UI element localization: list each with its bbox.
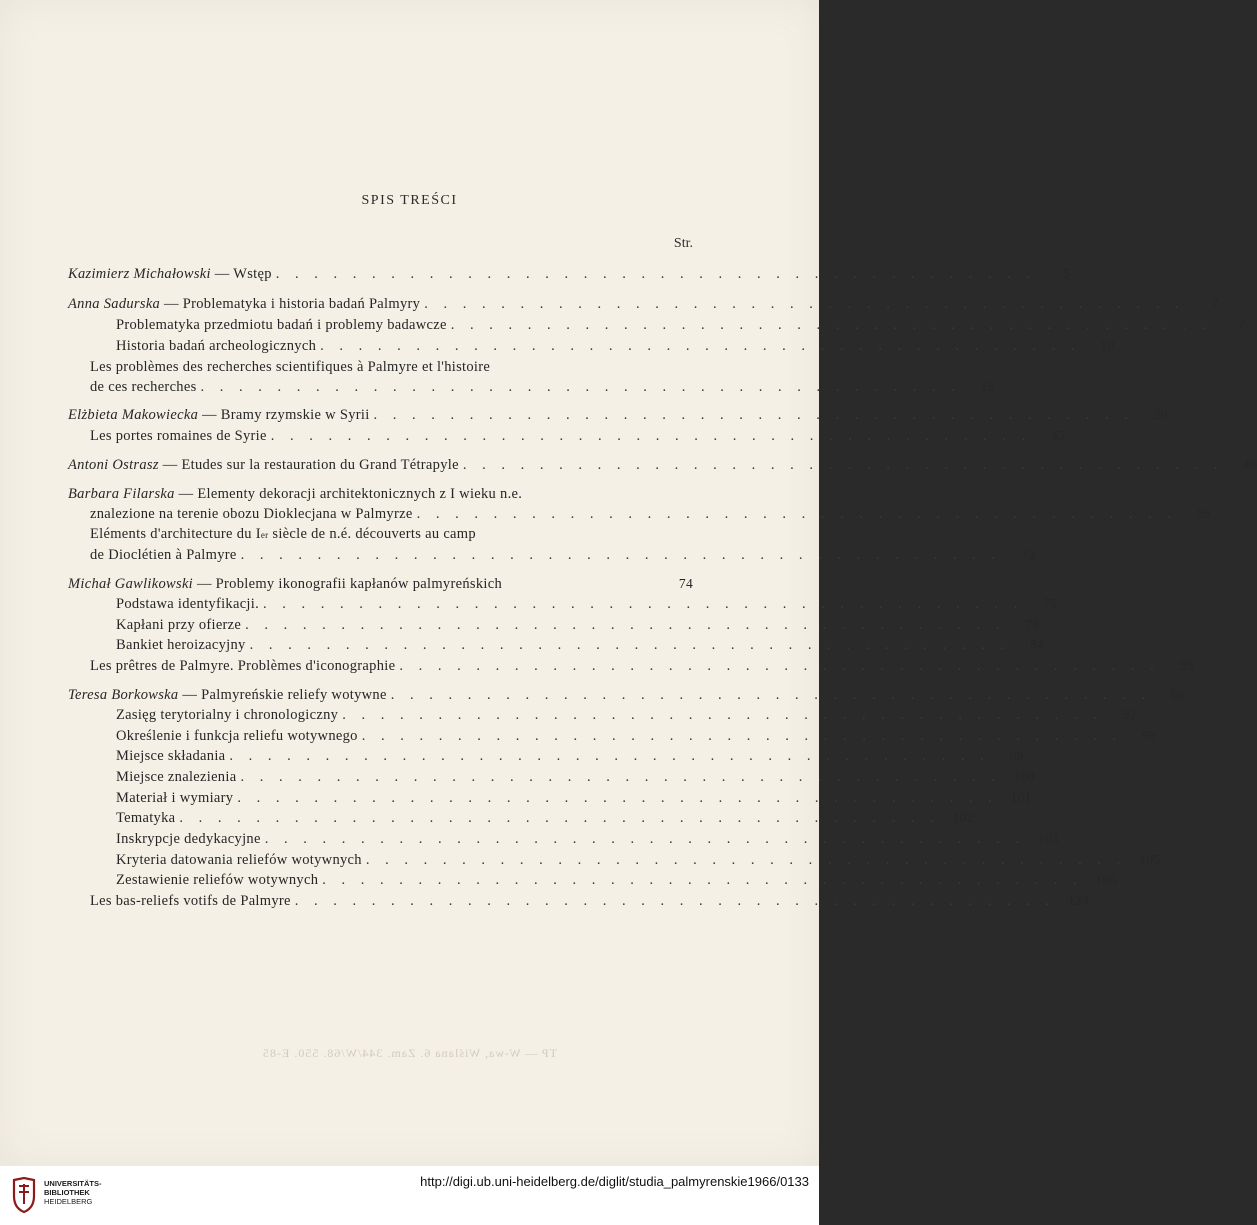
toc-entry-page-number: 7 bbox=[1238, 317, 1246, 332]
toc-entry-author: Elżbieta Makowiecka bbox=[68, 407, 199, 423]
toc-entry-author: Teresa Borkowska bbox=[68, 687, 179, 703]
toc-entry-title: Materiał i wymiary bbox=[116, 790, 234, 806]
toc-entry bbox=[68, 685, 1186, 705]
toc-entry-leader-dots: . . . . . . . . . . . . . . . . . . . . . . . . . . . . . . . . . . . . . . . . bbox=[270, 428, 1032, 444]
toc-entry-title: Tematyka bbox=[116, 810, 176, 826]
toc-entry-leader-dots: . . . . . . . . . . . . . . . . . . . . . . . . . . . . . . . . . . . . . . . . bbox=[240, 547, 1001, 563]
toc-entry-title: Problematyka przedmiotu badań i problemy badawcze bbox=[116, 317, 447, 333]
toc-entry-page-number: 99 bbox=[1141, 728, 1157, 743]
toc-entry-leader-dots: . . . . . . . . . . . . . . . . . . . . . . . . . . . . . . . . . . . . . . . . bbox=[240, 769, 1001, 785]
toc-entry-leader-dots: . . . . . . . . . . . . . . . . . . . . . . . . . . . . . . . . . . . . . . . . bbox=[249, 637, 1010, 653]
toc-entry-title: — Problematyka i historia badań Palmyry bbox=[160, 296, 421, 312]
toc-entry-leader-dots: . . . . . . . . . . . . . . . . . . . . . . . . . . . . . . . . . . . . . . . . bbox=[373, 407, 1134, 423]
toc-entry bbox=[68, 264, 1071, 284]
toc-entry bbox=[116, 870, 1117, 890]
toc-entry-title: Les bas-reliefs votifs de Palmyre bbox=[90, 893, 291, 909]
toc-entry bbox=[68, 574, 693, 594]
toc-entry-title: Bankiet heroizacyjny bbox=[116, 637, 246, 653]
toc-entry bbox=[116, 746, 1024, 766]
toc-entry-leader-dots: . . . . . . . . . . . . . . . . . . . . . . . . . . . . . . . . . . . . . . . . bbox=[342, 707, 1103, 723]
toc-entry-title: Miejsce znalezienia bbox=[116, 769, 237, 785]
toc-entry-page-number: 99 bbox=[1009, 748, 1024, 763]
toc-entry-leader-dots: . . . . . . . . . . . . . . . . . . . . . . . . . . . . . . . . . . . . . . . . bbox=[263, 596, 1024, 612]
toc-entry-leader-dots: . . . . . . . . . . . . . . . . . . . . . . . . . . . . . . . . . . . . . . . . bbox=[322, 872, 1083, 888]
toc-entry-leader-dots: . . . . . . . . . . . . . . . . . . . . . . . . . . . . . . . . . . . . . . . . bbox=[200, 379, 961, 395]
toc-entry-leader-dots: . . . . . . . . . . . . . . . . . . . . . . . . . . . . . . . . . . . . . . . . bbox=[264, 831, 1026, 847]
toc-entry-page-number: 96 bbox=[1170, 687, 1186, 702]
toc-entry-leader-dots: . . . . . . . . . . . . . . . . . . . . . . . . . . . . . . . . . . . . . . . . bbox=[416, 506, 1177, 522]
toc-entry-leader-dots: . . . . . . . . . . . . . . . . . . . . . . . . . . . . . . . . . . . . . . . . bbox=[275, 266, 1037, 282]
page-title: SPIS TREŚCI bbox=[361, 193, 458, 208]
toc-entry-leader-dots: . . . . . . . . . . . . . . . . . . . . . . . . . . . . . . . . . . . . . . . . bbox=[237, 790, 998, 806]
toc-entry-leader-dots: . . . . . . . . . . . . . . . . . . . . . . . . . . . . . . . . . . . . . . . . bbox=[229, 748, 990, 764]
toc-entry-title: Podstawa identyfikacji. bbox=[116, 596, 260, 612]
toc-entry-page-number: 7 bbox=[1211, 296, 1219, 311]
toc-entry-author: Kazimierz Michałowski bbox=[68, 266, 211, 282]
library-name bbox=[44, 1179, 102, 1206]
toc-entry-title: Określenie i funkcja reliefu wotywnego bbox=[116, 728, 358, 744]
library-name-line3: HEIDELBERG bbox=[44, 1197, 93, 1206]
toc-entry-author: Anna Sadurska bbox=[68, 296, 161, 312]
toc-entry-title: znalezione na terenie obozu Dioklecjana w Palmyrze bbox=[90, 506, 413, 522]
toc-entry-page-number: 19 bbox=[980, 379, 995, 394]
toc-entry-leader-dots: . . . . . . . . . . . . . . . . . . . . . . . . . . . . . . . . . . . . . . . . bbox=[424, 296, 1185, 312]
toc-entry-title: Miejsce składania bbox=[116, 748, 226, 764]
toc-entry-page-number: 59 bbox=[1196, 506, 1211, 521]
toc-entry-page-number: 101 bbox=[1010, 790, 1032, 805]
toc-entry-leader-dots: . . . . . . . . . . . . . . . . . . . . . . . . . . . . . . . . . . . . . . . . bbox=[361, 728, 1123, 744]
toc-entry-page-number: 100 bbox=[1013, 769, 1035, 784]
toc-entry-author: Michał Gawlikowski bbox=[68, 576, 194, 592]
toc-entry-page-number: 84 bbox=[1029, 637, 1044, 652]
toc-entry-title: Kryteria datowania reliefów wotywnych bbox=[116, 852, 362, 868]
toc-entry-title: de ces recherches bbox=[90, 379, 197, 395]
toc-entry-page-number: 105 bbox=[1139, 852, 1161, 867]
toc-entry-author: Barbara Filarska bbox=[68, 486, 175, 502]
toc-entry-title: — Bramy rzymskie w Syrii bbox=[198, 407, 370, 423]
toc-entry bbox=[68, 294, 1219, 314]
toc-entry bbox=[116, 726, 1157, 746]
toc-entry bbox=[116, 315, 1246, 335]
page-column-label: Str. bbox=[673, 236, 693, 251]
toc-entry-leader-dots: . . . . . . . . . . . . . . . . . . . . . . . . . . . . . . . . . . . . . . . . bbox=[462, 457, 1224, 473]
toc-entry bbox=[116, 767, 1035, 787]
toc-entry bbox=[90, 891, 1090, 911]
toc-entry-page-number: 103 bbox=[1037, 831, 1060, 846]
library-name-line2: BIBLIOTHEK bbox=[44, 1188, 90, 1197]
toc-entry-page-number: 5 bbox=[1063, 266, 1071, 281]
print-note-bleedthrough: TP — W-wa, Wiślana 6. Zam. 344/W/68. 550. E-85 bbox=[262, 1046, 557, 1060]
toc-entry bbox=[68, 405, 1168, 425]
library-logo-icon bbox=[10, 1176, 38, 1214]
toc-entry-title: Kapłani przy ofierze bbox=[116, 617, 242, 633]
toc-entry bbox=[90, 504, 1211, 524]
toc-entry-page-number: 75 bbox=[1043, 596, 1058, 611]
toc-entry-page-number: 102 bbox=[952, 810, 974, 825]
toc-entry-page-number: 10 bbox=[1100, 338, 1115, 353]
toc-entry-leader-dots: . . . . . . . . . . . . . . . . . . . . . . . . . . . . . . . . . . . . . . . . bbox=[294, 893, 1056, 909]
toc-entry-page-number: 74 bbox=[678, 576, 693, 591]
footer-bar bbox=[0, 1166, 819, 1225]
toc-entry-page-number: 73 bbox=[1020, 547, 1035, 562]
toc-entry-page-number: 97 bbox=[1122, 707, 1137, 722]
toc-entry bbox=[90, 656, 1194, 676]
toc-entry bbox=[116, 635, 1044, 655]
toc-entry-author: Antoni Ostrasz bbox=[68, 457, 159, 473]
toc-entry bbox=[116, 705, 1137, 725]
toc-entry bbox=[90, 426, 1066, 446]
toc-entry-page-number: 45 bbox=[1050, 428, 1066, 443]
toc-entry bbox=[116, 829, 1060, 849]
toc-entry bbox=[116, 594, 1058, 614]
toc-entry-leader-dots: . . . . . . . . . . . . . . . . . . . . . . . . . . . . . . . . . . . . . . . . bbox=[365, 852, 1127, 868]
toc-entry-title: Zestawienie reliefów wotywnych bbox=[116, 872, 319, 888]
toc-entry-page-number: 20 bbox=[1153, 407, 1168, 422]
toc-entry bbox=[90, 357, 693, 377]
toc-entry-title-continued: siècle de n.é. découverts au camp bbox=[268, 526, 476, 542]
toc-entry-page-number: 46 bbox=[1243, 457, 1257, 472]
toc-entry-title: — Elementy dekoracji architektonicznych z I wieku n.e. bbox=[174, 486, 523, 502]
toc-entry-page-number: 124 bbox=[1067, 893, 1090, 908]
toc-entry-leader-dots: . . . . . . . . . . . . . . . . . . . . . . . . . . . . . . . . . . . . . . . . bbox=[245, 617, 1006, 633]
toc-entry-title: Les portes romaines de Syrie bbox=[90, 428, 267, 444]
toc-entry-leader-dots: . . . . . . . . . . . . . . . . . . . . . . . . . . . . . . . . . . . . . . . . bbox=[179, 810, 940, 826]
toc-entry-title: — Palmyreńskie reliefy wotywne bbox=[178, 687, 387, 703]
toc-entry-superscript: er bbox=[260, 530, 269, 540]
toc-entry-title: de Dioclétien à Palmyre bbox=[90, 547, 237, 563]
toc-entry-title: Zasięg terytorialny i chronologiczny bbox=[116, 707, 339, 723]
toc-entry bbox=[90, 524, 693, 544]
toc-entry bbox=[116, 850, 1161, 870]
toc-entry-title: Eléments d'architecture du I bbox=[90, 526, 261, 542]
toc-entry-leader-dots: . . . . . . . . . . . . . . . . . . . . . . . . . . . . . . . . . . . . . . . . bbox=[450, 317, 1212, 333]
toc-entry-page-number: 95 bbox=[1179, 658, 1194, 673]
toc-entry-page-number: 106 bbox=[1095, 872, 1117, 887]
toc-entry-leader-dots: . . . . . . . . . . . . . . . . . . . . . . . . . . . . . . . . . . . . . . . . bbox=[390, 687, 1152, 703]
toc-entry bbox=[68, 455, 1257, 475]
toc-entry-title: — Wstęp bbox=[210, 266, 272, 282]
toc-entry bbox=[90, 545, 1035, 565]
toc-entry bbox=[116, 615, 1040, 635]
toc-entry-leader-dots: . . . . . . . . . . . . . . . . . . . . . . . . . . . . . . . . . . . . . . . . bbox=[399, 658, 1160, 674]
toc-entry-leader-dots: . . . . . . . . . . . . . . . . . . . . . . . . . . . . . . . . . . . . . . . . bbox=[320, 338, 1081, 354]
toc-entry-title: — Etudes sur la restauration du Grand Tétrapyle bbox=[158, 457, 459, 473]
library-name-line1: UNIVERSITÄTS- bbox=[44, 1179, 102, 1188]
toc-entry-title: Inskrypcje dedykacyjne bbox=[116, 831, 261, 847]
toc-entry bbox=[116, 788, 1032, 808]
toc-entry bbox=[68, 484, 693, 504]
toc-entry-page-number: 78 bbox=[1025, 617, 1040, 632]
source-url-link[interactable]: http://digi.ub.uni-heidelberg.de/diglit/studia_palmyrenskie1966/0133 bbox=[420, 1174, 809, 1189]
toc-entry bbox=[90, 377, 995, 397]
toc-entry-title: Historia badań archeologicznych bbox=[116, 338, 317, 354]
toc-entry bbox=[116, 336, 1115, 356]
toc-entry-title: — Problemy ikonografii kapłanów palmyreńskich bbox=[193, 576, 502, 592]
toc-entry-title: Les problèmes des recherches scientifiques à Palmyre et l'histoire bbox=[90, 359, 491, 375]
toc-entry-title: Les prêtres de Palmyre. Problèmes d'iconographie bbox=[90, 658, 396, 674]
toc-entry bbox=[116, 808, 974, 828]
